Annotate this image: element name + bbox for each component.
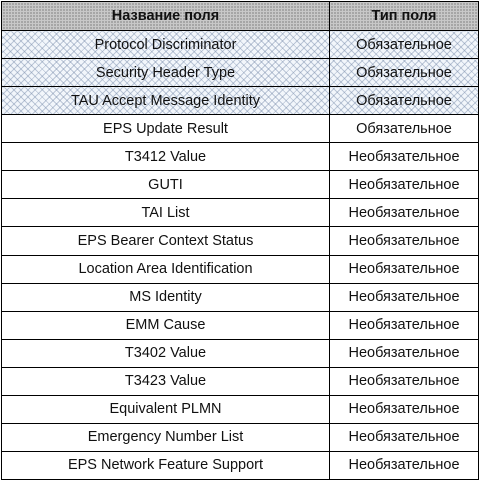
field-type-cell: Необязательное xyxy=(330,143,479,171)
field-type-cell: Необязательное xyxy=(330,311,479,339)
table-row xyxy=(2,367,479,395)
field-name-cell: EMM Cause xyxy=(2,311,330,339)
field-name-cell: GUTI xyxy=(2,171,330,199)
field-name-cell: T3412 Value xyxy=(2,143,330,171)
table-row xyxy=(2,311,479,339)
field-type-cell: Обязательное xyxy=(330,59,479,87)
table-row xyxy=(2,339,479,367)
field-type-cell: Необязательное xyxy=(330,367,479,395)
field-name-cell: Protocol Discriminator xyxy=(2,31,330,59)
field-type-cell: Необязательное xyxy=(330,423,479,451)
table-row xyxy=(2,59,479,87)
field-name-cell: Location Area Identification xyxy=(2,255,330,283)
field-name-cell: MS Identity xyxy=(2,283,330,311)
table-row xyxy=(2,255,479,283)
fields-table-container xyxy=(1,1,478,480)
field-name-cell: TAI List xyxy=(2,199,330,227)
field-name-cell: Equivalent PLMN xyxy=(2,395,330,423)
header-field-type: Тип поля xyxy=(330,2,479,31)
table-row xyxy=(2,227,479,255)
field-type-cell: Необязательное xyxy=(330,339,479,367)
field-name-cell: EPS Update Result xyxy=(2,115,330,143)
table-row xyxy=(2,423,479,451)
table-row xyxy=(2,115,479,143)
field-type-cell: Необязательное xyxy=(330,199,479,227)
fields-table xyxy=(1,1,479,480)
table-header-row xyxy=(2,2,479,31)
field-name-cell: T3423 Value xyxy=(2,367,330,395)
field-type-cell: Обязательное xyxy=(330,31,479,59)
field-type-cell: Необязательное xyxy=(330,255,479,283)
table-row xyxy=(2,283,479,311)
field-type-cell: Необязательное xyxy=(330,227,479,255)
field-name-cell: EPS Bearer Context Status xyxy=(2,227,330,255)
table-row xyxy=(2,143,479,171)
table-row xyxy=(2,199,479,227)
field-name-cell: TAU Accept Message Identity xyxy=(2,87,330,115)
table-row xyxy=(2,395,479,423)
table-body xyxy=(2,31,479,480)
field-name-cell: T3402 Value xyxy=(2,339,330,367)
table-row xyxy=(2,451,479,479)
field-type-cell: Обязательное xyxy=(330,115,479,143)
field-type-cell: Необязательное xyxy=(330,451,479,479)
table-row xyxy=(2,31,479,59)
field-name-cell: Emergency Number List xyxy=(2,423,330,451)
field-name-cell: Security Header Type xyxy=(2,59,330,87)
field-type-cell: Необязательное xyxy=(330,395,479,423)
field-type-cell: Обязательное xyxy=(330,87,479,115)
field-type-cell: Необязательное xyxy=(330,171,479,199)
table-row xyxy=(2,171,479,199)
header-field-name: Название поля xyxy=(2,2,330,31)
field-name-cell: EPS Network Feature Support xyxy=(2,451,330,479)
table-row xyxy=(2,87,479,115)
field-type-cell: Необязательное xyxy=(330,283,479,311)
